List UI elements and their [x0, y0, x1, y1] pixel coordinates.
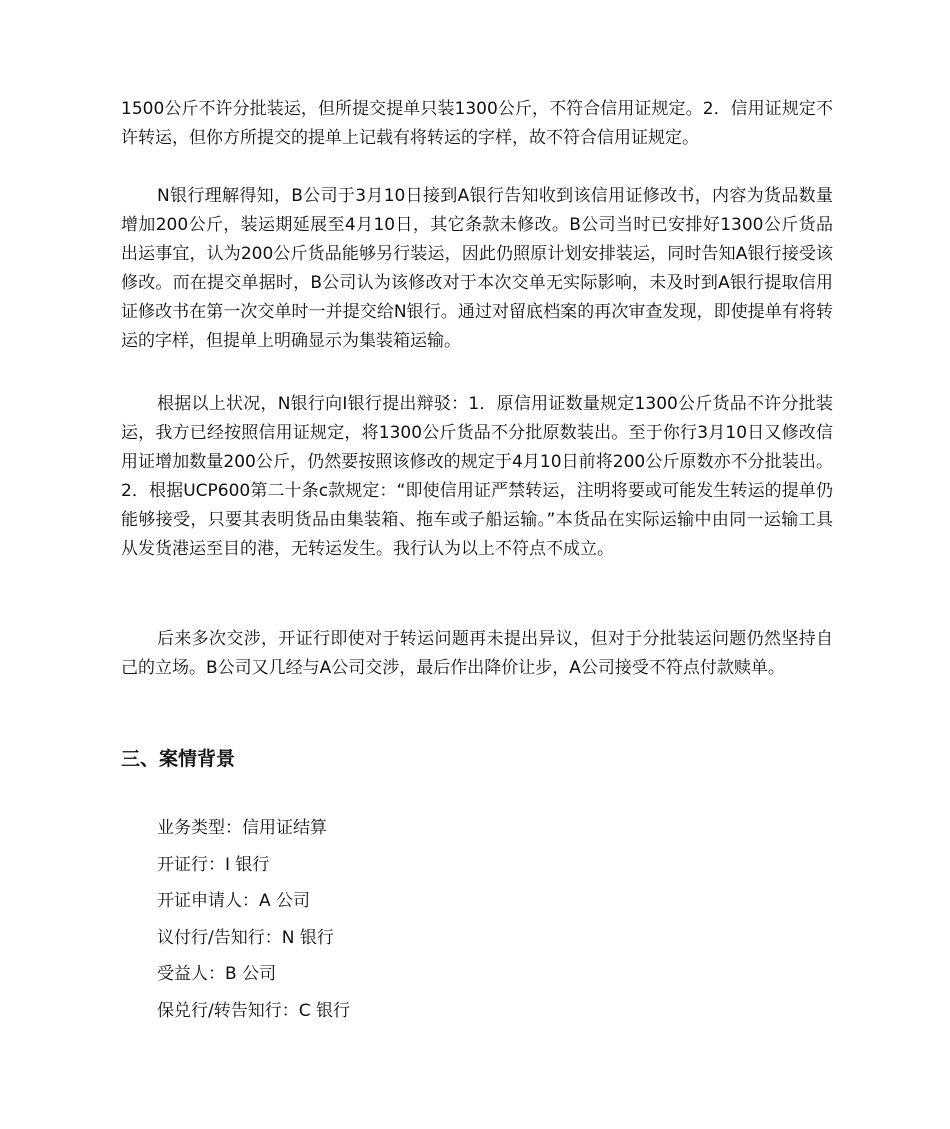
paragraph-2: N银行理解得知，B公司于3月10日接到A银行告知收到该信用证修改书，内容为货品数量增加200公斤，装运期延展至4月10日，其它条款未修改。B公司当时已安排好1300公斤货品出运事宜，认为200公斤货品能够另行装运，因此仍照原计划安排装运，同时告知A银行接受该修改。而在提交单据时，B公司认为该修改对于本次交单无实际影响，未及时到A银行提取信用证修改书在第一次交单时一并提交给N银行。通过对留底档案的再次审查发现，即使提单有将转运的字样，但提单上明确显示为集装箱运输。	[121, 186, 833, 351]
list-item: 开证申请人：A 公司	[157, 891, 311, 912]
list-item: 议付行/告知行：N 银行	[157, 927, 334, 948]
section-heading: 三、案情背景	[121, 748, 236, 770]
paragraph-1: 1500公斤不许分批装运，但所提交提单只装1300公斤，不符合信用证规定。2．信用证规定不许转运，但你方所提交的提单上记载有将转运的字样，故不符合信用证规定。	[121, 99, 833, 148]
list-item: 受益人：B 公司	[157, 964, 277, 985]
list-item: 开证行：I 银行	[157, 854, 270, 875]
list-item: 保兑行/转告知行：C 银行	[157, 1000, 351, 1021]
paragraph-3: 根据以上状况，N银行向I银行提出辩驳：1．原信用证数量规定1300公斤货品不许分批装运，我方已经按照信用证规定，将1300公斤货品不分批原数装出。至于你行3月10日又修改信用证增加数量200公斤，仍然要按照该修改的规定于4月10日前将200公斤原数亦不分批装出。2．根据UCP600第二十条c款规定：“即使信用证严禁转运，注明将要或可能发生转运的提单仍能够接受，只要其表明货品由集装箱、拖车或子船运输。”本货品在实际运输中由同一运输工具从发货港运至目的港，无转运发生。我行认为以上不符点不成立。	[121, 394, 833, 559]
list-item: 业务类型：信用证结算	[157, 818, 327, 838]
case-background-list	[157, 810, 350, 1030]
paragraph-4: 后来多次交涉，开证行即使对于转运问题再未提出异议，但对于分批装运问题仍然坚持自己的立场。B公司又几经与A公司交涉，最后作出降价让步，A公司接受不符点付款赎单。	[121, 629, 833, 678]
